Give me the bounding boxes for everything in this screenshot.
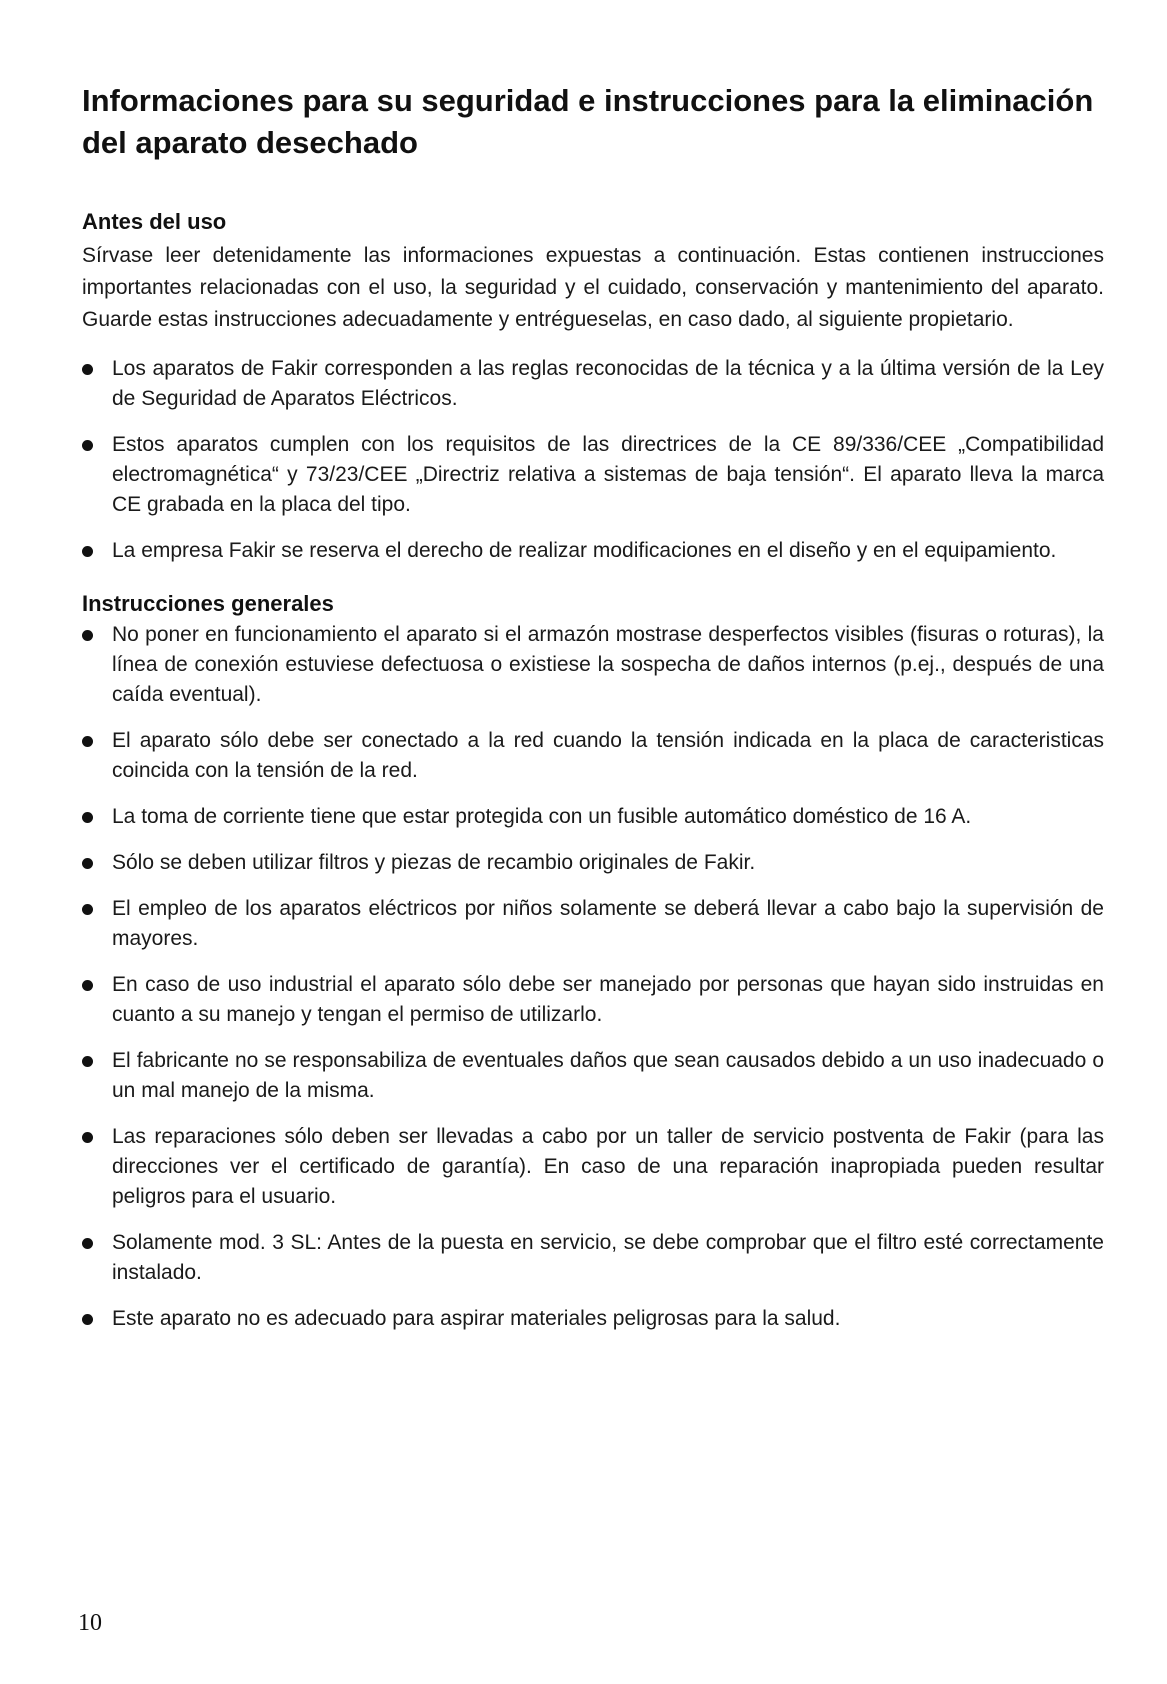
list-item-text: La empresa Fakir se reserva el derecho de realizar modificaciones en el diseño y en el equipamiento. xyxy=(112,539,1057,562)
bullet-icon xyxy=(82,1238,93,1249)
list-item xyxy=(82,1304,1104,1334)
bullet-icon xyxy=(82,904,93,915)
before-use-list xyxy=(82,354,1104,566)
bullet-icon xyxy=(82,364,93,375)
bullet-icon xyxy=(82,858,93,869)
list-item xyxy=(82,970,1104,1030)
list-item xyxy=(82,536,1104,566)
bullet-icon xyxy=(82,440,93,451)
list-item-text: Este aparato no es adecuado para aspirar materiales peligrosas para la salud. xyxy=(112,1307,841,1330)
bullet-icon xyxy=(82,630,93,641)
list-item xyxy=(82,430,1104,520)
list-item xyxy=(82,726,1104,786)
list-item xyxy=(82,802,1104,832)
list-item xyxy=(82,1122,1104,1212)
list-item xyxy=(82,848,1104,878)
list-item-text: Solamente mod. 3 SL: Antes de la puesta en servicio, se debe comprobar que el filtro esté correctamente instalado. xyxy=(112,1231,1104,1284)
bullet-icon xyxy=(82,980,93,991)
bullet-icon xyxy=(82,546,93,557)
intro-paragraph: Sírvase leer detenidamente las informaciones expuestas a continuación. Estas contienen instrucciones importantes relacionadas con el uso, la seguridad y el cuidado, conservación y mantenimiento del aparato. Guarde estas instrucciones adecuadamente y entrégueselas, en caso dado, al siguiente propietario. xyxy=(82,244,1104,331)
page-title: Informaciones para su seguridad e instrucciones para la eliminación del aparato desechado xyxy=(82,83,1094,160)
list-item-text: La toma de corriente tiene que estar protegida con un fusible automático doméstico de 16 A. xyxy=(112,805,972,828)
page-number: 10 xyxy=(78,1610,102,1636)
list-item-text: Las reparaciones sólo deben ser llevadas a cabo por un taller de servicio postventa de Fakir (para las direcciones ver el certificado de garantía). En caso de una reparación inapropiada pueden resultar peligros para el usuario. xyxy=(112,1125,1104,1208)
list-item xyxy=(82,620,1104,710)
section-heading-general: Instrucciones generales xyxy=(82,591,334,616)
bullet-icon xyxy=(82,812,93,823)
list-item-text: El empleo de los aparatos eléctricos por niños solamente se deberá llevar a cabo bajo la supervisión de mayores. xyxy=(112,897,1104,950)
general-instructions-list xyxy=(82,620,1104,1334)
list-item xyxy=(82,1228,1104,1288)
list-item-text: En caso de uso industrial el aparato sólo debe ser manejado por personas que hayan sido instruidas en cuanto a su manejo y tengan el permiso de utilizarlo. xyxy=(112,973,1104,1026)
list-item-text: Sólo se deben utilizar filtros y piezas de recambio originales de Fakir. xyxy=(112,851,756,874)
list-item-text: Estos aparatos cumplen con los requisitos de las directrices de la CE 89/336/CEE „Compatibilidad electromagnética“ y 73/23/CEE „Directriz relativa a sistemas de baja tensión“. El aparato lleva la marca CE grabada en la placa del tipo. xyxy=(112,433,1104,516)
bullet-icon xyxy=(82,736,93,747)
document-page xyxy=(82,80,1104,1350)
list-item-text: El fabricante no se responsabiliza de eventuales daños que sean causados debido a un uso inadecuado o un mal manejo de la misma. xyxy=(112,1049,1104,1102)
bullet-icon xyxy=(82,1314,93,1325)
list-item xyxy=(82,354,1104,414)
list-item xyxy=(82,894,1104,954)
bullet-icon xyxy=(82,1056,93,1067)
list-item-text: El aparato sólo debe ser conectado a la red cuando la tensión indicada en la placa de caracteristicas coincida con la tensión de la red. xyxy=(112,729,1104,782)
list-item xyxy=(82,1046,1104,1106)
list-item-text: No poner en funcionamiento el aparato si el armazón mostrase desperfectos visibles (fisuras o roturas), la línea de conexión estuviese defectuosa o existiese la sospecha de daños internos (p.ej., después de una caída eventual). xyxy=(112,623,1104,706)
bullet-icon xyxy=(82,1132,93,1143)
list-item-text: Los aparatos de Fakir corresponden a las reglas reconocidas de la técnica y a la última versión de la Ley de Seguridad de Aparatos Eléctricos. xyxy=(112,357,1104,410)
section-heading-before-use: Antes del uso xyxy=(82,209,227,234)
